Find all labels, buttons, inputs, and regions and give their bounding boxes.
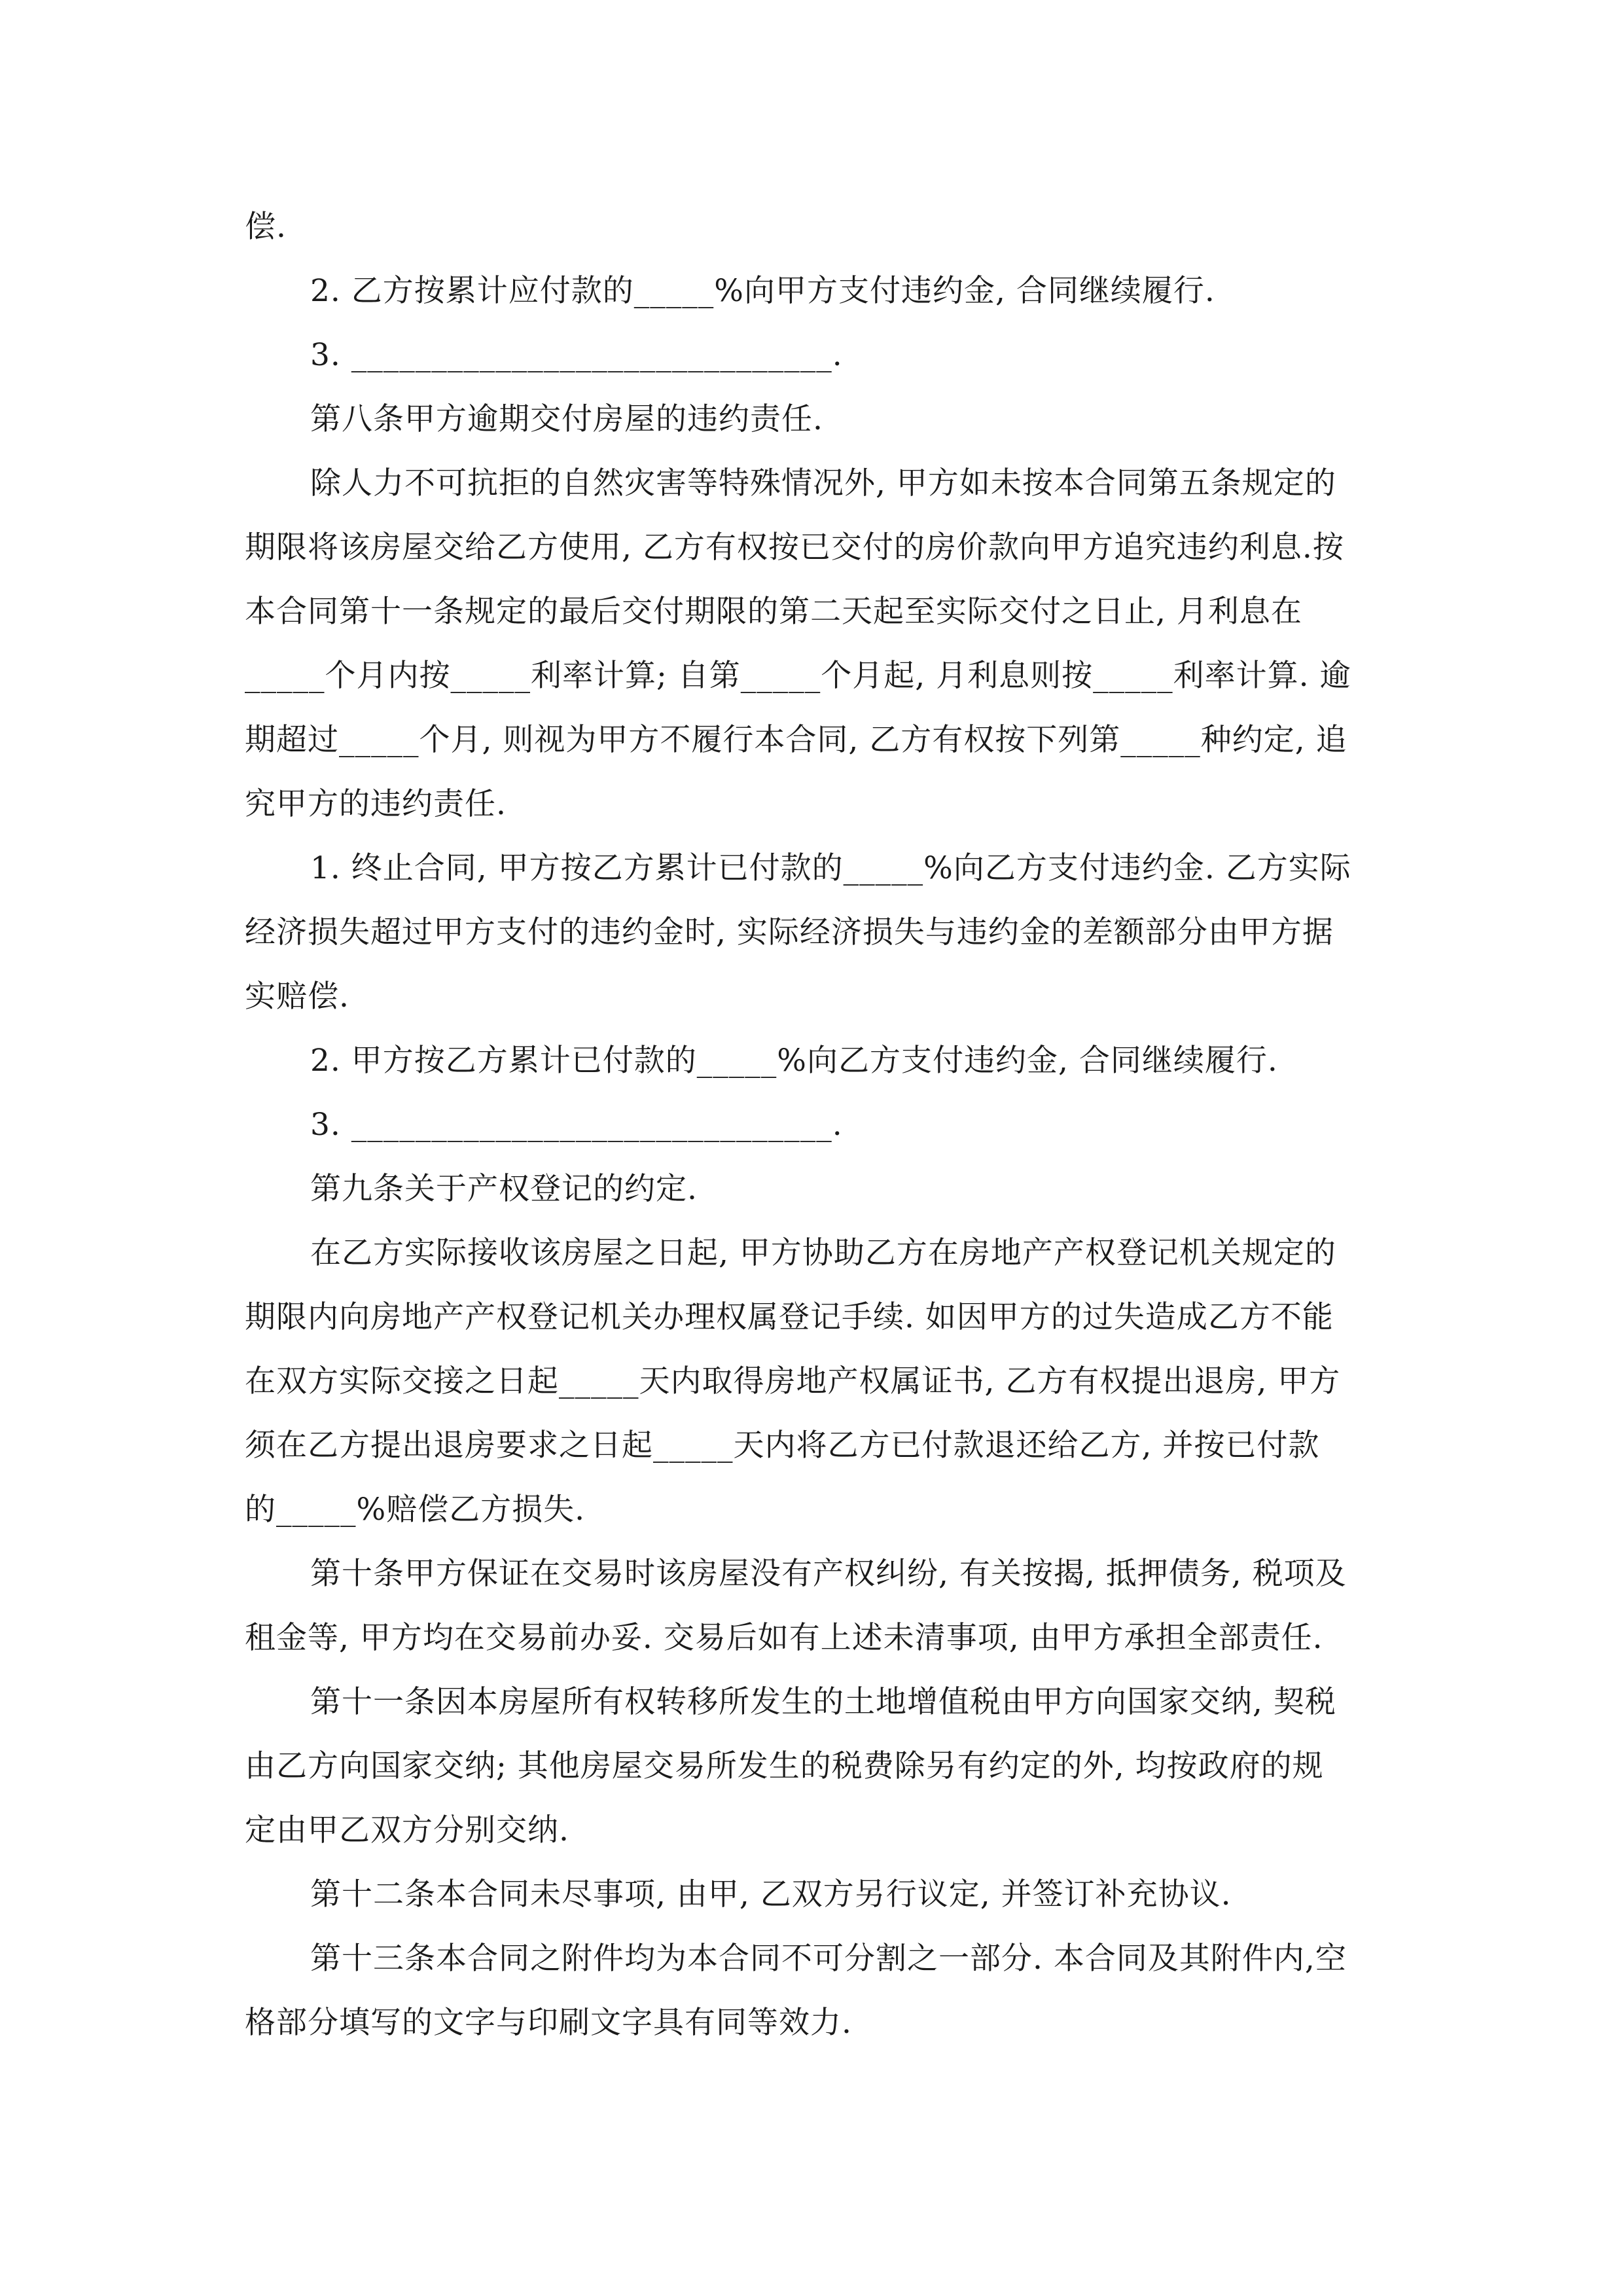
text-line: 第十三条本合同之附件均为本合同不可分割之一部分. 本合同及其附件内,空	[310, 1941, 1347, 1977]
text-line: 第十条甲方保证在交易时该房屋没有产权纠纷, 有关按揭, 抵押债务, 税项及	[310, 1556, 1347, 1592]
text-line: 在乙方实际接收该房屋之日起, 甲方协助乙方在房地产产权登记机关规定的	[310, 1235, 1336, 1271]
text-line: 第八条甲方逾期交付房屋的违约责任.	[310, 401, 823, 437]
text-line: 本合同第十一条规定的最后交付期限的第二天起至实际交付之日止, 月利息在	[245, 594, 1302, 630]
text-line: 第九条关于产权登记的约定.	[310, 1171, 698, 1207]
text-line: 2. 乙方按累计应付款的_____%向甲方支付违约金, 合同继续履行.	[310, 273, 1215, 309]
text-line: 实赔偿.	[245, 978, 349, 1014]
text-line: 第十一条因本房屋所有权转移所发生的土地增值税由甲方向国家交纳, 契税	[310, 1684, 1336, 1720]
contract-text-body	[245, 195, 1383, 2055]
text-line: 的_____%赔偿乙方损失.	[245, 1492, 586, 1528]
text-line: 由乙方向国家交纳; 其他房屋交易所发生的税费除另有约定的外, 均按政府的规	[245, 1748, 1324, 1784]
text-line: 究甲方的违约责任.	[245, 786, 507, 822]
text-line: 须在乙方提出退房要求之日起_____天内将乙方已付款退还给乙方, 并按已付款	[245, 1427, 1320, 1463]
text-line: 经济损失超过甲方支付的违约金时, 实际经济损失与违约金的差额部分由甲方据	[245, 914, 1334, 950]
text-line: 格部分填写的文字与印刷文字具有同等效力.	[245, 2005, 852, 2041]
text-line: 偿.	[245, 209, 287, 245]
text-line: 3. ______________________________.	[310, 1107, 843, 1143]
text-line: 定由甲乙双方分别交纳.	[245, 1812, 569, 1848]
text-line: 在双方实际交接之日起_____天内取得房地产权属证书, 乙方有权提出退房, 甲方	[245, 1363, 1341, 1399]
text-line: 期超过_____个月, 则视为甲方不履行本合同, 乙方有权按下列第_____种约定, 追	[245, 722, 1347, 758]
text-line: 期限将该房屋交给乙方使用, 乙方有权按已交付的房价款向甲方追究违约利息.按	[245, 529, 1344, 565]
text-line: _____个月内按_____利率计算; 自第_____个月起, 月利息则按_____利率计算. 逾	[245, 658, 1351, 694]
text-line: 第十二条本合同未尽事项, 由甲, 乙双方另行议定, 并签订补充协议.	[310, 1876, 1232, 1912]
text-line: 除人力不可抗拒的自然灾害等特殊情况外, 甲方如未按本合同第五条规定的	[310, 465, 1336, 501]
text-line: 2. 甲方按乙方累计已付款的_____%向乙方支付违约金, 合同继续履行.	[310, 1043, 1278, 1079]
text-line: 租金等, 甲方均在交易前办妥. 交易后如有上述未清事项, 由甲方承担全部责任.	[245, 1620, 1323, 1656]
text-line: 3. ______________________________.	[310, 337, 843, 373]
text-line: 1. 终止合同, 甲方按乙方累计已付款的_____%向乙方支付违约金. 乙方实际	[310, 850, 1351, 886]
text-line: 期限内向房地产产权登记机关办理权属登记手续. 如因甲方的过失造成乙方不能	[245, 1299, 1334, 1335]
